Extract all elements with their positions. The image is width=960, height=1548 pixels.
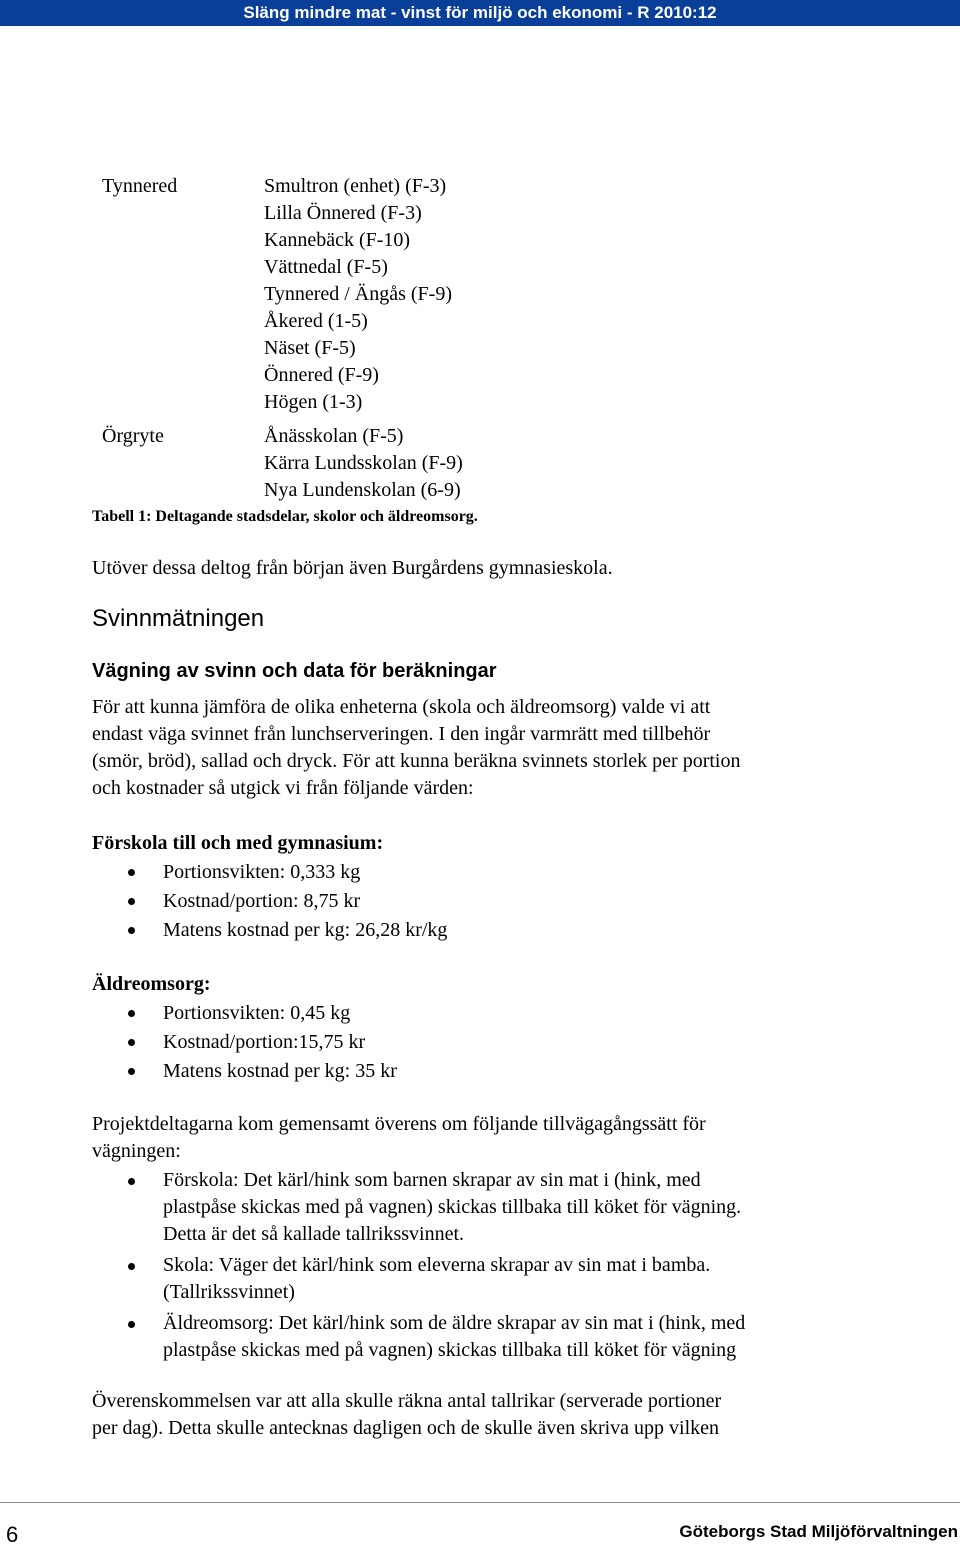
method-list — [163, 1167, 745, 1364]
school-item: Kärra Lundsskolan (F-9) — [264, 452, 463, 474]
school-item: Ånässkolan (F-5) — [264, 425, 404, 447]
school-item: Nya Lundenskolan (6-9) — [264, 479, 461, 501]
paragraph-line: Projektdeltagarna kom gemensamt överens om följande tillvägagångssätt för — [92, 1113, 706, 1135]
paragraph-line: endast väga svinnet från lunchserveringen. I den ingår varmrätt med tillbehör — [92, 723, 711, 745]
district-tynnered: Tynnered — [102, 175, 178, 197]
footer-divider — [0, 1502, 960, 1503]
paragraph-1 — [92, 694, 741, 802]
school-item: Åkered (1-5) — [264, 310, 368, 332]
method-line: plastpåse skickas med på vagnen) skickas tillbaka till köket för vägning. — [163, 1196, 742, 1218]
paragraph-3 — [92, 1388, 721, 1442]
paragraph-line: För att kunna jämföra de olika enheterna (skola och äldreomsorg) valde vi att — [92, 696, 711, 718]
method-item-skola — [163, 1252, 745, 1306]
method-line: Detta är det så kallade tallrikssvinnet. — [163, 1223, 465, 1245]
paragraph-line: och kostnader så utgick vi från följande värden: — [92, 777, 474, 799]
list-item: Matens kostnad per kg: 26,28 kr/kg — [163, 916, 447, 945]
intro-text: Utöver dessa deltog från början även Burgårdens gymnasieskola. — [92, 557, 613, 579]
list-item: Portionsvikten: 0,45 kg — [163, 999, 397, 1028]
section-title-elderly: Äldreomsorg: — [92, 973, 211, 995]
paragraph-2 — [92, 1111, 706, 1165]
list-elderly — [163, 999, 397, 1086]
school-list-orgryte — [264, 423, 463, 504]
paragraph-line: (smör, bröd), sallad och dryck. För att kunna beräkna svinnets storlek per portion — [92, 750, 741, 772]
footer-organization: Göteborgs Stad Miljöförvaltningen — [679, 1522, 958, 1541]
page-header — [0, 0, 960, 26]
method-line: plastpåse skickas med på vagnen) skickas tillbaka till köket för vägning — [163, 1339, 737, 1361]
method-line: Förskola: Det kärl/hink som barnen skrapar av sin mat i (hink, med — [163, 1169, 701, 1191]
school-item: Önnered (F-9) — [264, 364, 379, 386]
paragraph-line: per dag). Detta skulle antecknas dagligen och de skulle även skriva upp vilken — [92, 1417, 720, 1439]
school-item: Näset (F-5) — [264, 337, 356, 359]
school-item: Kannebäck (F-10) — [264, 229, 411, 251]
list-item: Portionsvikten: 0,333 kg — [163, 858, 447, 887]
school-item: Högen (1-3) — [264, 391, 363, 413]
method-line: (Tallrikssvinnet) — [163, 1281, 295, 1303]
school-item: Smultron (enhet) (F-3) — [264, 175, 447, 197]
list-item: Kostnad/portion:15,75 kr — [163, 1028, 397, 1057]
paragraph-line: vägningen: — [92, 1140, 181, 1162]
subheading: Vägning av svinn och data för beräkningar — [92, 660, 497, 682]
method-line: Äldreomsorg: Det kärl/hink som de äldre skrapar av sin mat i (hink, med — [163, 1312, 746, 1334]
method-line: Skola: Väger det kärl/hink som eleverna skrapar av sin mat i bamba. — [163, 1254, 711, 1276]
district-orgryte: Örgryte — [102, 425, 164, 447]
page-number: 6 — [6, 1522, 19, 1547]
list-item: Kostnad/portion: 8,75 kr — [163, 887, 447, 916]
heading-svinnmatningen: Svinnmätningen — [92, 605, 265, 632]
list-school — [163, 858, 447, 945]
list-item: Matens kostnad per kg: 35 kr — [163, 1057, 397, 1086]
table-caption: Tabell 1: Deltagande stadsdelar, skolor och äldreomsorg. — [92, 508, 478, 525]
school-item: Lilla Önnered (F-3) — [264, 202, 422, 224]
method-item-forskola — [163, 1167, 745, 1248]
method-item-aldreomsorg — [163, 1310, 745, 1364]
school-item: Vättnedal (F-5) — [264, 256, 388, 278]
paragraph-line: Överenskommelsen var att alla skulle räkna antal tallrikar (serverade portioner — [92, 1390, 722, 1412]
school-item: Tynnered / Ängås (F-9) — [264, 283, 452, 305]
header-title: Släng mindre mat - vinst för miljö och ekonomi - R 2010:12 — [243, 3, 717, 22]
school-list-tynnered — [264, 173, 452, 416]
section-title-school: Förskola till och med gymnasium: — [92, 832, 384, 854]
